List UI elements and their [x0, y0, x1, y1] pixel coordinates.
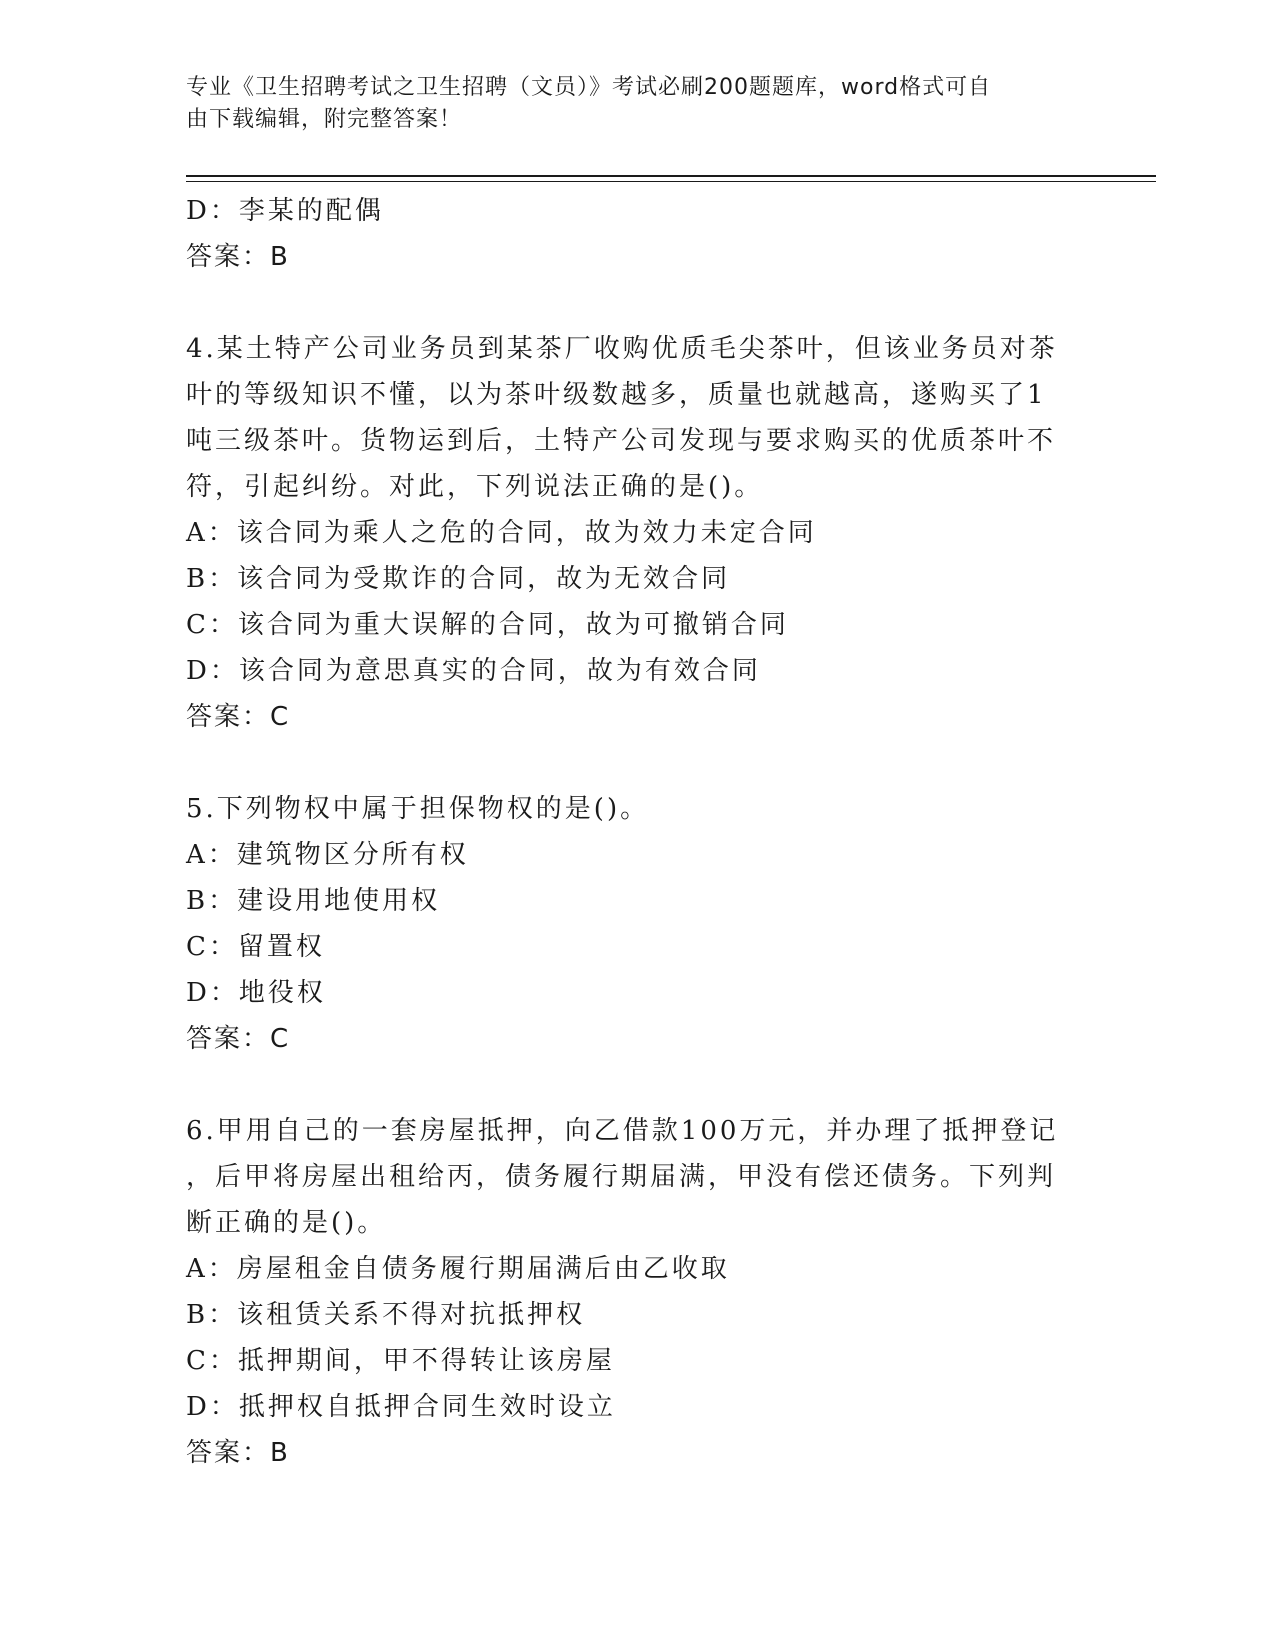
option-b: B：建设用地使用权 — [186, 886, 441, 916]
option-c: C：该合同为重大误解的合同，故为可撤销合同 — [186, 610, 789, 640]
option-d: D：抵押权自抵押合同生效时设立 — [186, 1392, 616, 1422]
question-5 — [186, 786, 1086, 1062]
previous-question-answer: 答案：B — [186, 242, 290, 272]
question-stem-line: 4.某土特产公司业务员到某茶厂收购优质毛尖茶叶，但该业务员对茶 — [186, 334, 1058, 364]
answer: 答案：C — [186, 1024, 291, 1054]
question-stem-line: 叶的等级知识不懂，以为茶叶级数越多，质量也就越高，遂购买了1 — [186, 380, 1047, 410]
option-a: A：房屋租金自债务履行期届满后由乙收取 — [186, 1254, 730, 1284]
question-stem-line: 6.甲用自己的一套房屋抵押，向乙借款100万元，并办理了抵押登记 — [186, 1116, 1059, 1146]
answer: 答案：C — [186, 702, 291, 732]
question-stem-line: ，后甲将房屋出租给丙，债务履行期届满，甲没有偿还债务。下列判 — [186, 1162, 1057, 1192]
option-c: C：抵押期间，甲不得转让该房屋 — [186, 1346, 615, 1376]
previous-question-option-d: D：李某的配偶 — [186, 196, 384, 226]
document-header — [186, 72, 1066, 136]
header-rule-thick — [186, 175, 1156, 177]
question-stem-line: 断正确的是()。 — [186, 1208, 387, 1238]
option-a: A：建筑物区分所有权 — [186, 840, 469, 870]
question-stem-line: 符，引起纠纷。对此，下列说法正确的是()。 — [186, 472, 764, 502]
document-body — [186, 188, 1086, 1476]
option-d: D：地役权 — [186, 978, 326, 1008]
answer: 答案：B — [186, 1438, 290, 1468]
spacer — [186, 740, 1086, 786]
header-rule-thin — [186, 181, 1156, 182]
question-4 — [186, 326, 1086, 740]
option-d: D：该合同为意思真实的合同，故为有效合同 — [186, 656, 761, 686]
spacer — [186, 280, 1086, 326]
question-6 — [186, 1108, 1086, 1476]
header-line-1: 专业《卫生招聘考试之卫生招聘（文员）》考试必刷200题题库，word格式可自 — [186, 75, 992, 100]
question-stem-line: 吨三级茶叶。货物运到后，土特产公司发现与要求购买的优质茶叶不 — [186, 426, 1057, 456]
question-stem-line: 5.下列物权中属于担保物权的是()。 — [186, 794, 650, 824]
header-line-2: 由下载编辑，附完整答案！ — [186, 107, 463, 132]
option-b: B：该租赁关系不得对抗抵押权 — [186, 1300, 586, 1330]
spacer — [186, 1062, 1086, 1108]
option-c: C：留置权 — [186, 932, 325, 962]
option-a: A：该合同为乘人之危的合同，故为效力未定合同 — [186, 518, 817, 548]
option-b: B：该合同为受欺诈的合同，故为无效合同 — [186, 564, 731, 594]
